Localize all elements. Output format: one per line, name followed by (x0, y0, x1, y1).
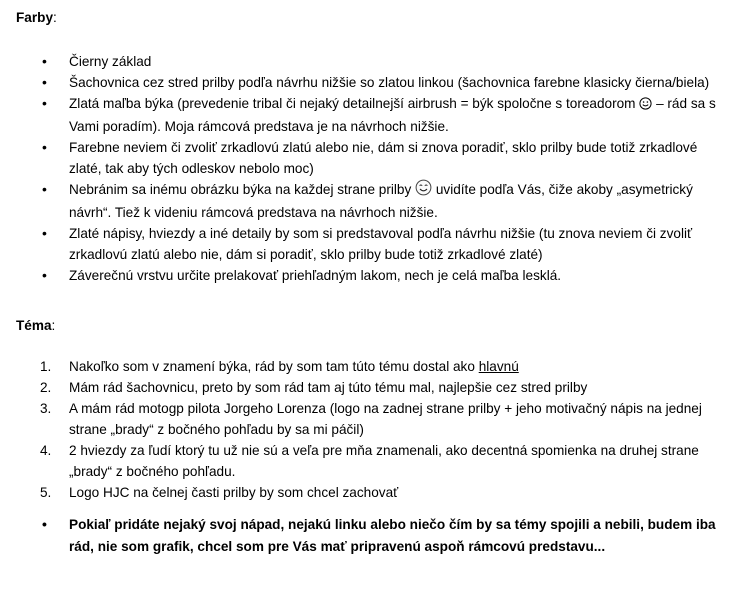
list-item-text: Zlaté nápisy, hviezdy a iné detaily by som si predstavoval podľa návrhu nižšie (tu znova neviem či zvoliť zrkadlovú zlatú alebo nie, dám si poradiť, sklo prilby bude totiž zrkadlové zlaté) (69, 226, 693, 262)
bullet-icon: • (42, 95, 47, 111)
list-item (0, 265, 729, 286)
list-item-text: Logo HJC na čelnej časti prilby by som chcel zachovať (69, 485, 399, 500)
bullet-icon: • (42, 181, 47, 197)
list-item-text: Nebránim sa inému obrázku býka na každej strane prilby (69, 182, 416, 197)
list-item (0, 51, 729, 72)
bullet-icon: • (42, 225, 47, 241)
list-number: 1. (40, 359, 52, 374)
wink-smiley-icon (415, 179, 432, 202)
list-number: 5. (40, 485, 52, 500)
list-item-text: Záverečnú vrstvu určite prelakovať priehľadným lakom, nech je celá maľba lesklá. (69, 268, 562, 283)
farby-list (0, 51, 729, 286)
list-item (0, 179, 729, 223)
tema-list (0, 356, 729, 503)
farby-heading-colon: : (53, 10, 57, 25)
list-item (0, 137, 729, 179)
list-number: 2. (40, 380, 52, 395)
list-item (0, 356, 729, 377)
bullet-icon: • (42, 267, 47, 283)
list-item (0, 482, 729, 503)
bullet-icon: • (42, 53, 47, 69)
list-item-text: A mám rád motogp pilota Jorgeho Lorenza (logo na zadnej strane prilby + jeho motivačný nápis na jednej strane „brady“ z bočného pohľadu by sa mi páčil) (69, 401, 702, 437)
tema-heading-colon: : (51, 318, 56, 333)
closing-list (0, 514, 729, 558)
closing-note-text: Pokiaľ pridáte nejaký svoj nápad, nejakú linku alebo niečo čím by sa témy spojili a nebili, budem iba rád, nie som grafik, chcel som pre Vás mať pripravenú aspoň rámcovú predstavu... (69, 517, 716, 554)
closing-note (0, 514, 729, 558)
list-item-text: Čierny základ (69, 54, 152, 69)
list-number: 3. (40, 401, 52, 416)
underlined-word: hlavnú (478, 359, 519, 374)
list-number: 4. (40, 443, 52, 458)
list-item-text-cont: – rád sa s Vami poradím). Moja rámcová predstava je na návrhoch nižšie. (69, 96, 716, 134)
list-item (0, 377, 729, 398)
list-item (0, 223, 729, 265)
list-item-text: Mám rád šachovnicu, preto by som rád tam aj túto tému mal, najlepšie cez stred prilby (69, 380, 588, 395)
list-item-text: Zlatá maľba býka (prevedenie tribal či nejaký detailnejší airbrush = býk spoločne s toreadorom (69, 96, 640, 111)
tema-heading (16, 316, 55, 336)
list-item-text: Farebne neviem či zvoliť zrkadlovú zlatú alebo nie, dám si znova poradiť, sklo prilby bude totiž zrkadlové zlaté, tak aby tých odleskov nebolo moc) (69, 140, 698, 176)
list-item-text: Šachovnica cez stred prilby podľa návrhu nižšie so zlatou linkou (šachovnica farebne klasicky čierna/biela) (69, 75, 710, 90)
list-item-text: Nakoľko som v znamení býka, rád by som tam túto tému dostal ako (69, 359, 479, 374)
smiley-icon (639, 95, 652, 116)
list-item (0, 93, 729, 137)
farby-heading (16, 8, 57, 28)
list-item (0, 72, 729, 93)
list-item (0, 440, 729, 482)
bullet-icon: • (42, 516, 47, 532)
list-item-text: 2 hviezdy za ľudí ktorý tu už nie sú a veľa pre mňa znamenali, ako decentná spomienka na druhej strane „brady“ z bočného pohľadu. (69, 443, 699, 479)
bullet-icon: • (42, 139, 47, 155)
list-item (0, 398, 729, 440)
farby-heading-text: Farby (16, 10, 54, 25)
list-item-text-cont: uvidíte podľa Vás, čiže akoby „asymetrický návrh“. Tiež k videniu rámcová predstava na návrhoch nižšie. (69, 182, 693, 220)
bullet-icon: • (42, 74, 47, 90)
tema-heading-text: Téma (16, 318, 52, 333)
